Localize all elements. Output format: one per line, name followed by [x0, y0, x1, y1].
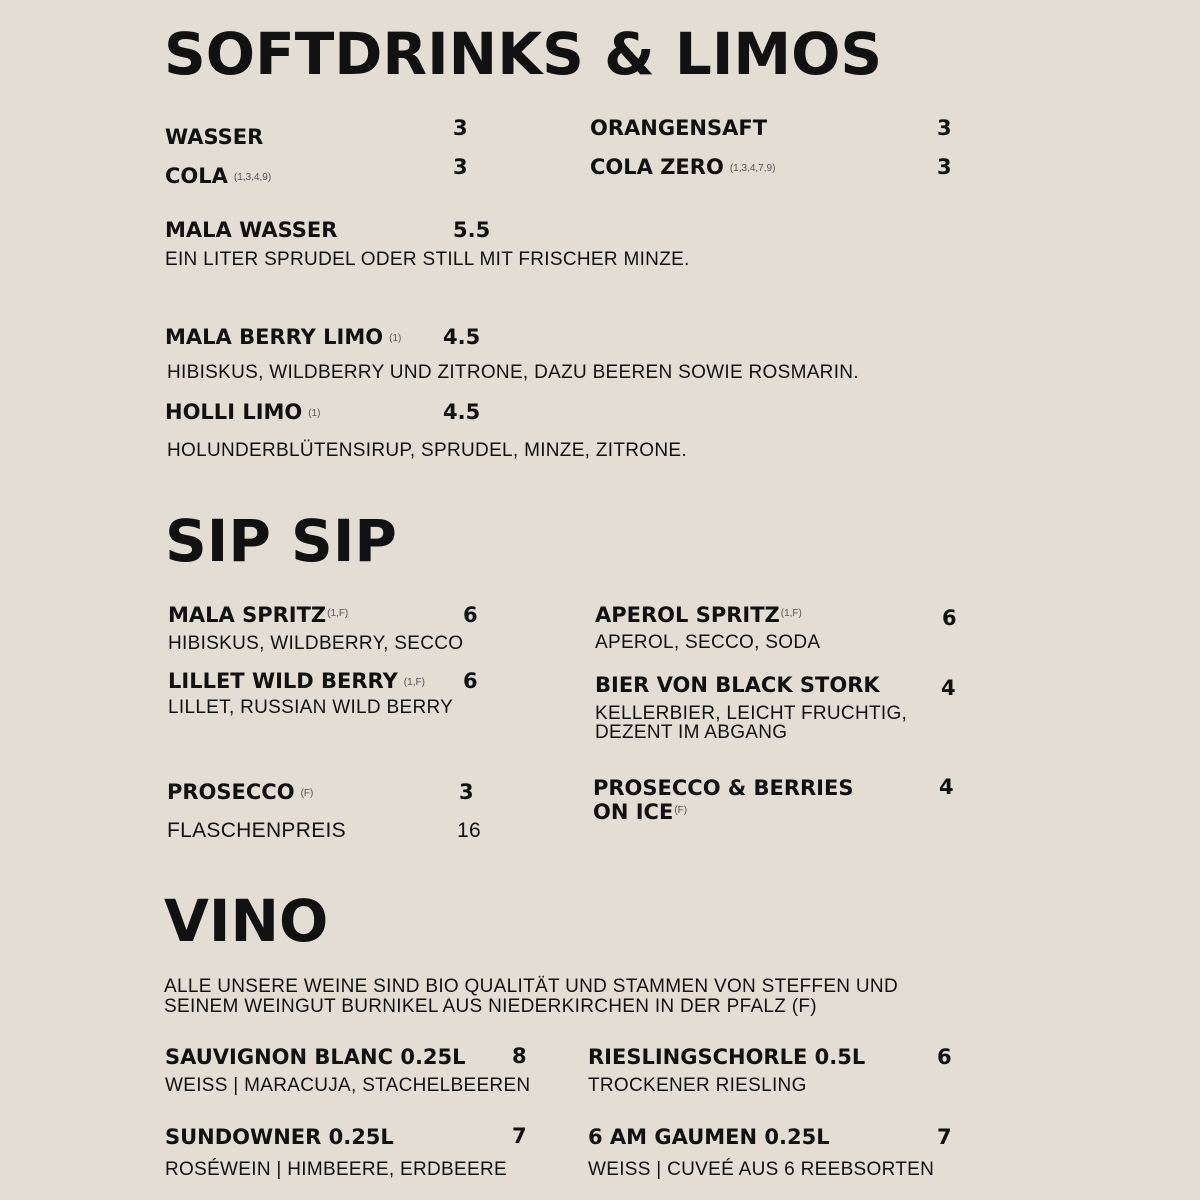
- item-prosecco-berries-line2: [593, 802, 687, 823]
- item-sundowner-name: SUNDOWNER 0.25L: [165, 1125, 394, 1149]
- section-title-sipsip: SIP SIP: [165, 507, 397, 575]
- item-gaumen-desc: WEISS | CUVEÉ AUS 6 REEBSORTEN: [588, 1159, 935, 1180]
- vino-intro-line2: SEINEM WEINGUT BURNIKEL AUS NIEDERKIRCHEN IN DER PFALZ (F): [164, 996, 817, 1017]
- item-holli-limo-allergens: (1): [308, 408, 321, 419]
- item-mala-spritz-name: MALA SPRITZ: [168, 603, 327, 627]
- item-aperol-name: APEROL SPRITZ: [595, 603, 780, 627]
- item-lillet-desc: LILLET, RUSSIAN WILD BERRY: [168, 697, 454, 718]
- item-mala-spritz-allergens: (1,F): [327, 608, 349, 619]
- item-mala-berry-limo: [165, 327, 401, 348]
- item-rieslingschorle-price: 6: [937, 1045, 952, 1069]
- item-prosecco-berries-name-line1: PROSECCO & BERRIES: [593, 776, 854, 800]
- item-bier-name: BIER VON BLACK STORK: [595, 673, 880, 697]
- item-cola-zero-price: 3: [937, 155, 952, 179]
- item-holli-limo: [165, 402, 321, 423]
- item-prosecco: [167, 782, 313, 803]
- section-title-softdrinks: SOFTDRINKS & LIMOS: [164, 20, 883, 88]
- item-mala-berry-limo-price: 4.5: [443, 325, 481, 349]
- item-rieslingschorle-name: RIESLINGSCHORLE 0.5L: [588, 1045, 866, 1069]
- item-bier-desc-line2: DEZENT IM ABGANG: [595, 722, 788, 743]
- item-prosecco-berries-allergens: (F): [674, 805, 688, 816]
- item-mala-berry-limo-name: MALA BERRY LIMO: [165, 325, 384, 349]
- item-mala-spritz-price: 6: [463, 603, 478, 627]
- item-rieslingschorle-desc: TROCKENER RIESLING: [588, 1075, 807, 1096]
- item-cola-price: 3: [453, 155, 468, 179]
- item-prosecco-berries-price: 4: [939, 775, 954, 799]
- item-holli-limo-name: HOLLI LIMO: [165, 400, 303, 424]
- item-cola: [165, 166, 271, 187]
- item-sauvignon-name: SAUVIGNON BLANC 0.25L: [165, 1045, 466, 1069]
- item-cola-name: COLA: [165, 164, 228, 188]
- item-bier-price: 4: [941, 676, 956, 700]
- item-prosecco-bottle-label: FLASCHENPREIS: [167, 819, 346, 842]
- item-lillet-allergens: (1,F): [403, 677, 425, 688]
- item-holli-limo-price: 4.5: [443, 400, 481, 424]
- item-orangensaft-price: 3: [937, 116, 952, 140]
- item-sundowner-desc: ROSÉWEIN | HIMBEERE, ERDBEERE: [165, 1159, 507, 1180]
- item-bier-desc-line1: KELLERBIER, LEICHT FRUCHTIG,: [595, 703, 908, 724]
- item-aperol-allergens: (1,F): [780, 608, 802, 619]
- item-cola-zero-allergens: (1,3,4,7,9): [729, 163, 776, 174]
- item-lillet-name: LILLET WILD BERRY: [168, 669, 398, 693]
- item-sauvignon-desc: WEISS | MARACUJA, STACHELBEEREN: [165, 1075, 531, 1096]
- item-wasser-price: 3: [453, 116, 468, 140]
- item-cola-allergens: (1,3,4,9): [233, 172, 272, 183]
- item-aperol: [595, 605, 802, 626]
- item-prosecco-bottle-price: 16: [457, 819, 481, 842]
- section-title-vino: VINO: [164, 887, 329, 955]
- item-aperol-price: 6: [942, 606, 957, 630]
- item-gaumen-name: 6 AM GAUMEN 0.25L: [588, 1125, 830, 1149]
- vino-intro-line1: ALLE UNSERE WEINE SIND BIO QUALITÄT UND STAMMEN VON STEFFEN UND: [164, 976, 898, 997]
- item-lillet-price: 6: [463, 669, 478, 693]
- item-orangensaft-name: ORANGENSAFT: [590, 116, 768, 140]
- item-mala-wasser-price: 5.5: [453, 218, 491, 242]
- item-aperol-desc: APEROL, SECCO, SODA: [595, 632, 821, 653]
- item-prosecco-berries-name-line2: ON ICE: [593, 800, 674, 824]
- item-mala-spritz: [168, 605, 348, 626]
- item-cola-zero-name: COLA ZERO: [590, 155, 724, 179]
- item-lillet: [168, 671, 425, 692]
- item-cola-zero: [590, 157, 775, 178]
- item-mala-wasser-name: MALA WASSER: [165, 218, 338, 242]
- item-gaumen-price: 7: [937, 1125, 952, 1149]
- item-prosecco-name: PROSECCO: [167, 780, 295, 804]
- item-prosecco-price: 3: [459, 780, 474, 804]
- item-holli-limo-desc: HOLUNDERBLÜTENSIRUP, SPRUDEL, MINZE, ZITRONE.: [167, 440, 687, 461]
- item-mala-berry-limo-allergens: (1): [389, 333, 402, 344]
- item-sundowner-price: 7: [512, 1124, 527, 1148]
- item-mala-berry-limo-desc: HIBISKUS, WILDBERRY UND ZITRONE, DAZU BEEREN SOWIE ROSMARIN.: [167, 362, 859, 383]
- item-mala-spritz-desc: HIBISKUS, WILDBERRY, SECCO: [168, 633, 464, 654]
- item-mala-wasser-desc: EIN LITER SPRUDEL ODER STILL MIT FRISCHER MINZE.: [165, 249, 690, 270]
- item-sauvignon-price: 8: [512, 1044, 527, 1068]
- item-prosecco-allergens: (F): [300, 788, 314, 799]
- item-wasser-name: WASSER: [165, 125, 264, 149]
